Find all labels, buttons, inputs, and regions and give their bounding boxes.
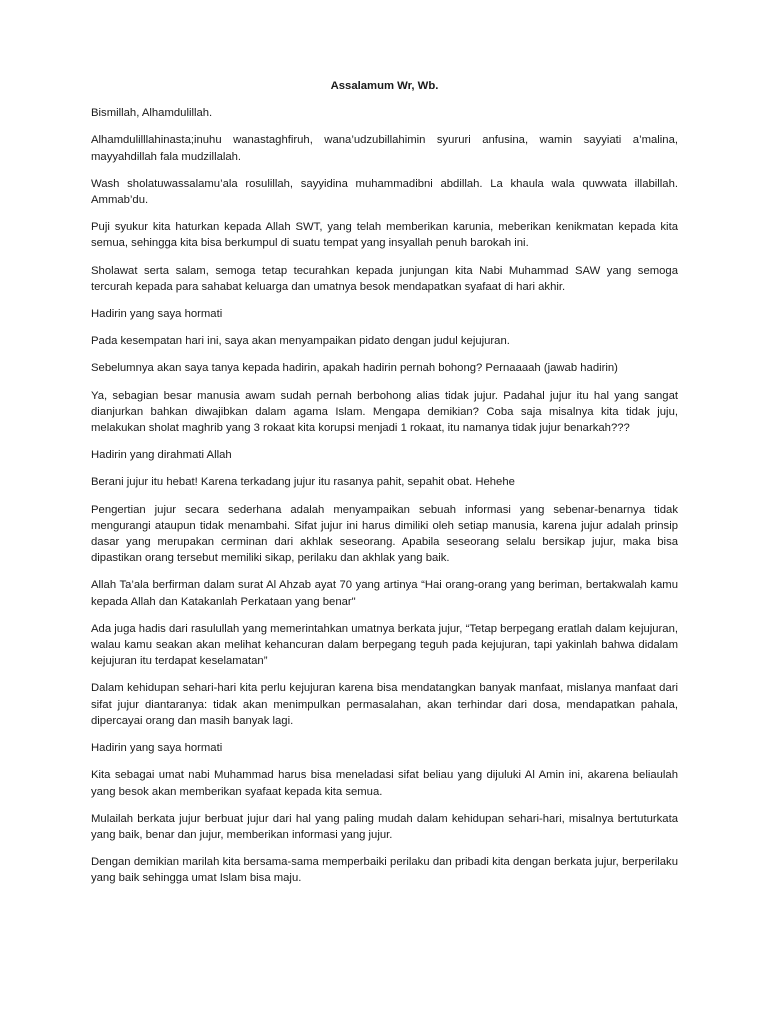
paragraph: Kita sebagai umat nabi Muhammad harus bisa meneladasi sifat beliau yang dijuluki Al Amin ini, akarena beliaulah yang besok akan memberikan syafaat kepada kita semua. — [91, 769, 678, 798]
paragraph: Dengan demikian marilah kita bersama-sama memperbaiki perilaku dan pribadi kita dengan berkata jujur, berperilaku yang baik sehingga umat Islam bisa maju. — [91, 856, 678, 885]
document-title: Assalamum Wr, Wb. — [330, 80, 439, 92]
paragraph: Berani jujur itu hebat! Karena terkadang jujur itu rasanya pahit, sepahit obat. Hehehe — [91, 476, 515, 489]
paragraph: Mulailah berkata jujur berbuat jujur dari hal yang paling mudah dalam kehidupan sehari-hari, misalnya bertuturkata yang baik, benar dan jujur, memberikan informasi yang jujur. — [91, 812, 678, 841]
paragraph: Puji syukur kita haturkan kepada Allah SWT, yang telah memberikan karunia, meberikan kenikmatan kepada kita semua, sehingga kita bisa berkumpul di suatu tempat yang insyallah penuh barokah ini. — [91, 221, 678, 250]
section-heading: Hadirin yang saya hormati — [91, 308, 223, 321]
paragraph: Ada juga hadis dari rasulullah yang memerintahkan umatnya berkata jujur, “Tetap berpegang eratlah dalam kejujuran, walau kamu seakan akan melihat kehancuran dalam berpegang teguh pada kejujuran, tapi yakinlah bahwa didalam kejujuran itu terdapat keselamatan” — [91, 622, 678, 668]
paragraph: Ya, sebagian besar manusia awam sudah pernah berbohong alias tidak jujur. Padahal jujur itu hal yang sangat dianjurkan bahkan diwajibkan dalam agama Islam. Mengapa demikian? Coba saja misalnya kita tidak juju, melakukan sholat maghrib yang 3 rokaat kita korupsi menjadi 1 rokaat, itu namanya tidak jujur benarkah??? — [91, 389, 678, 435]
paragraph: Sebelumnya akan saya tanya kepada hadirin, apakah hadirin pernah bohong? Pernaaaah (jawab hadirin) — [91, 362, 618, 375]
paragraph: Sholawat serta salam, semoga tetap tecurahkan kepada junjungan kita Nabi Muhammad SAW yang semoga tercurah kepada para sahabat keluarga dan umatnya besok mendapatkan syafaat di hari akhir. — [91, 264, 678, 293]
paragraph: Allah Ta’ala berfirman dalam surat Al Ahzab ayat 70 yang artinya “Hai orang-orang yang beriman, bertakwalah kamu kepada Allah dan Katakanlah Perkataan yang benar" — [91, 579, 678, 608]
paragraph: Dalam kehidupan sehari-hari kita perlu kejujuran karena bisa mendatangkan banyak manfaat, mislanya manfaat dari sifat jujur diantaranya: tidak akan menimpulkan permasalahan, akan terhindar dari dosa, mendapatkan pahala, dipercayai orang dan masih banyak lagi. — [91, 682, 678, 727]
paragraph: Pada kesempatan hari ini, saya akan menyampaikan pidato dengan judul kejujuran. — [91, 335, 510, 348]
paragraph: Wash sholatuwassalamu’ala rosulillah, sayyidina muhammadibni abdillah. La khaula wala quwwata illabillah. Ammab’du. — [91, 177, 678, 207]
paragraph: Pengertian jujur secara sederhana adalah menyampaikan sebuah informasi yang sebenar-benarnya tidak mengurangi ataupun tidak menambahi. Sifat jujur ini harus dimiliki oleh setiap manusia, karena jujur adalah prinsip dasar yang merupakan cerminan dari akhlak seseorang. Apabila seseorang selalu bersikap jujur, maka bisa dipastikan orang tersebut memiliki sikap, perilaku dan akhlak yang baik. — [91, 503, 678, 565]
paragraph: Alhamdulilllahinasta;inuhu wanastaghfiruh, wana’udzubillahimin syururi anfusina, wamin sayyiati a’malina, mayyahdillah fala mudzillalah. — [91, 134, 678, 163]
paragraph: Bismillah, Alhamdulillah. — [91, 107, 213, 120]
section-heading: Hadirin yang dirahmati Allah — [91, 449, 232, 462]
section-heading: Hadirin yang saya hormati — [91, 742, 223, 755]
